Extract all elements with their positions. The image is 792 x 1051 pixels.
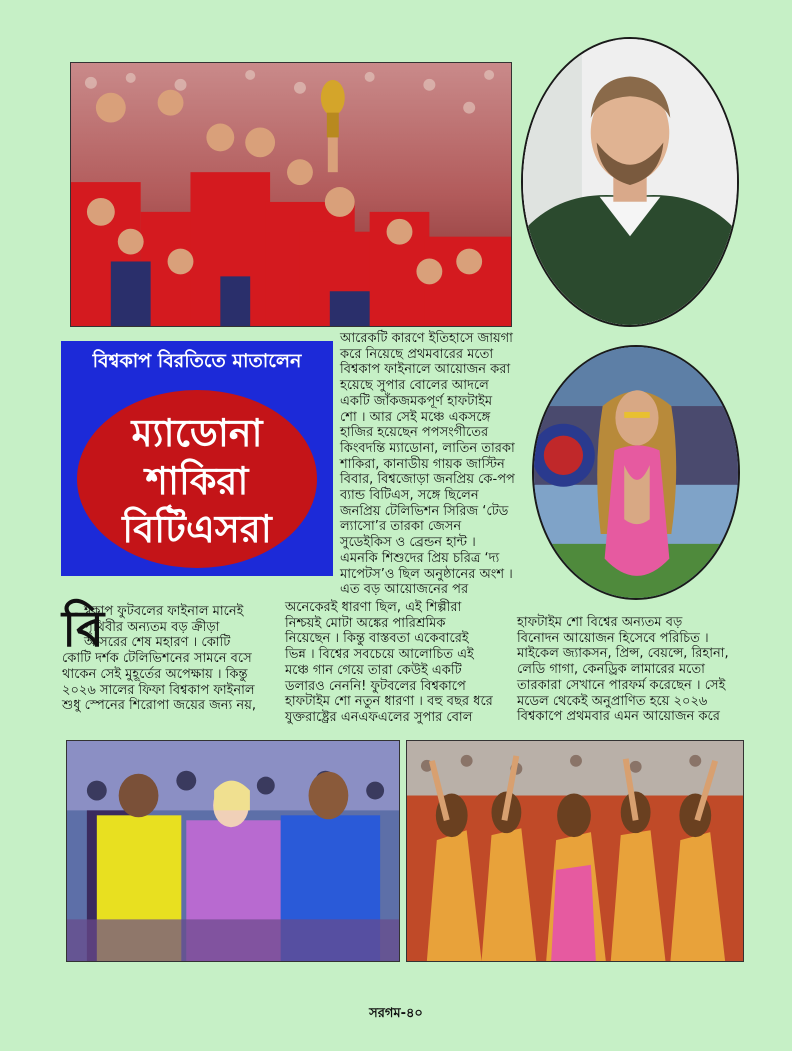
body-line: ব্যান্ড বিটিএস, সঙ্গে ছিলেন bbox=[340, 488, 479, 504]
body-line: বিশ্বকাপ ফাইনালে আয়োজন করা bbox=[340, 362, 511, 378]
dancers-performance-photo bbox=[406, 740, 744, 962]
title-line-madonna: ম্যাডোনা bbox=[131, 411, 263, 455]
body-line: মাইকেল জ্যাকসন, প্রিন্স, বেয়ন্সে, রিহানা, bbox=[517, 646, 729, 662]
body-line: লেডি গাগা, কেনড্রিক লামারের মতো bbox=[517, 662, 705, 678]
body-line: অনেকেরই ধারণা ছিল, এই শিল্পীরা bbox=[285, 600, 462, 615]
banner-heading: বিশ্বকাপ বিরতিতে মাতালেন bbox=[92, 350, 302, 372]
body-line: শো । আর সেই মঞ্চে একসঙ্গে bbox=[340, 409, 491, 425]
title-line-shakira: শাকিরা bbox=[145, 459, 249, 503]
body-line: বিনোদন আয়োজন হিসেবে পরিচিত । bbox=[517, 630, 709, 646]
body-line: শ্বকাপ ফুটবলের ফাইনাল মানেই bbox=[84, 604, 244, 619]
body-line: শুধু স্পেনের শিরোপা জয়ের জন্য নয়, bbox=[62, 698, 256, 714]
page-footer: সরগম-৪০ bbox=[369, 1006, 423, 1021]
body-line: তারকারা সেখানে পারফর্ম করেছেন । সেই bbox=[517, 677, 726, 693]
body-line: বিশ্বকাপে প্রথমবার এমন আয়োজন করে bbox=[517, 709, 720, 725]
body-line: মাপেটস’ও ছিল অনুষ্ঠানের অংশ । bbox=[340, 566, 513, 582]
body-line: মঞ্চে গান গেয়ে তারা কেউই একটি bbox=[285, 662, 462, 678]
justin-bieber-portrait-photo bbox=[521, 37, 739, 327]
body-line: ভিন্ন । বিশ্বের সবচেয়ে আলোচিত এই bbox=[285, 647, 474, 663]
body-line: নিয়েছেন । কিন্তু বাস্তবতা একেবারেই bbox=[285, 631, 469, 647]
article-column-center bbox=[285, 600, 493, 726]
body-line: হাফটাইম শো নতুন ধারণা । বহু বছর ধরে bbox=[285, 694, 493, 710]
body-line: হাজির হয়েছেন পপসংগীতের bbox=[340, 425, 489, 441]
body-line: মডেল থেকেই অনুপ্রাণিত হয়ে ২০২৬ bbox=[517, 693, 708, 709]
body-line: হাফটাইম শো বিশ্বের অন্যতম বড় bbox=[517, 615, 683, 630]
body-line: ২০২৬ সালের ফিফা বিশ্বকাপ ফাইনাল bbox=[62, 682, 255, 698]
body-line: আসরের শেষ মহারণ । কোটি bbox=[84, 635, 231, 651]
spain-team-trophy-photo bbox=[70, 62, 512, 327]
body-line: করে নিয়েছে প্রথমবারের মতো bbox=[340, 346, 494, 362]
body-line: আরেকটি কারণে ইতিহাসে জায়গা bbox=[340, 331, 513, 346]
body-line: একটি জাঁকজমকপূর্ণ হাফটাইম bbox=[340, 393, 493, 409]
article-column-left bbox=[62, 600, 256, 714]
body-line: থাকেন সেই মুহূর্তের অপেক্ষায় । কিন্তু bbox=[62, 666, 248, 682]
body-line: যুক্তরাষ্ট্রের এনএফএলের সুপার বোল bbox=[285, 709, 473, 725]
article-column-middle bbox=[340, 331, 515, 598]
shakira-performance-photo bbox=[532, 345, 740, 600]
body-line: কোটি দর্শক টেলিভিশনের সামনে বসে bbox=[62, 651, 252, 667]
title-line-bts: বিটিএসরা bbox=[122, 507, 272, 551]
body-line: এত বড় আয়োজনের পর bbox=[340, 582, 469, 598]
body-line: এমনকি শিশুদের প্রিয় চরিত্র ‘দ্য bbox=[340, 550, 500, 566]
body-line: বিবার, বিশ্বজোড়া জনপ্রিয় কে-পপ bbox=[340, 472, 515, 488]
body-line: ল্যাসো’র তারকা জেসন bbox=[340, 519, 462, 535]
body-line: পৃথিবীর অন্যতম বড় ক্রীড়া bbox=[84, 619, 220, 635]
body-line: জনপ্রিয় টেলিভিশন সিরিজ ‘টেড bbox=[340, 503, 509, 519]
body-line: কিংবদন্তি ম্যাডোনা, লাতিন তারকা bbox=[340, 440, 515, 456]
body-line: সুডেইকিস ও ব্রেন্ডন হান্ট । bbox=[340, 535, 476, 551]
body-line: ডলারও নেননি! ফুটবলের বিশ্বকাপে bbox=[285, 678, 466, 694]
body-line: হয়েছে সুপার বোলের আদলে bbox=[340, 378, 489, 394]
body-line: নিশ্চয়ই মোটা অঙ্কের পারিশ্রমিক bbox=[285, 615, 446, 631]
halftime-stage-performers-photo bbox=[66, 740, 400, 962]
article-column-right bbox=[517, 615, 729, 725]
body-line: শাকিরা, কানাডীয় গায়ক জাস্টিন bbox=[340, 456, 505, 472]
dropcap: বি bbox=[62, 600, 105, 658]
